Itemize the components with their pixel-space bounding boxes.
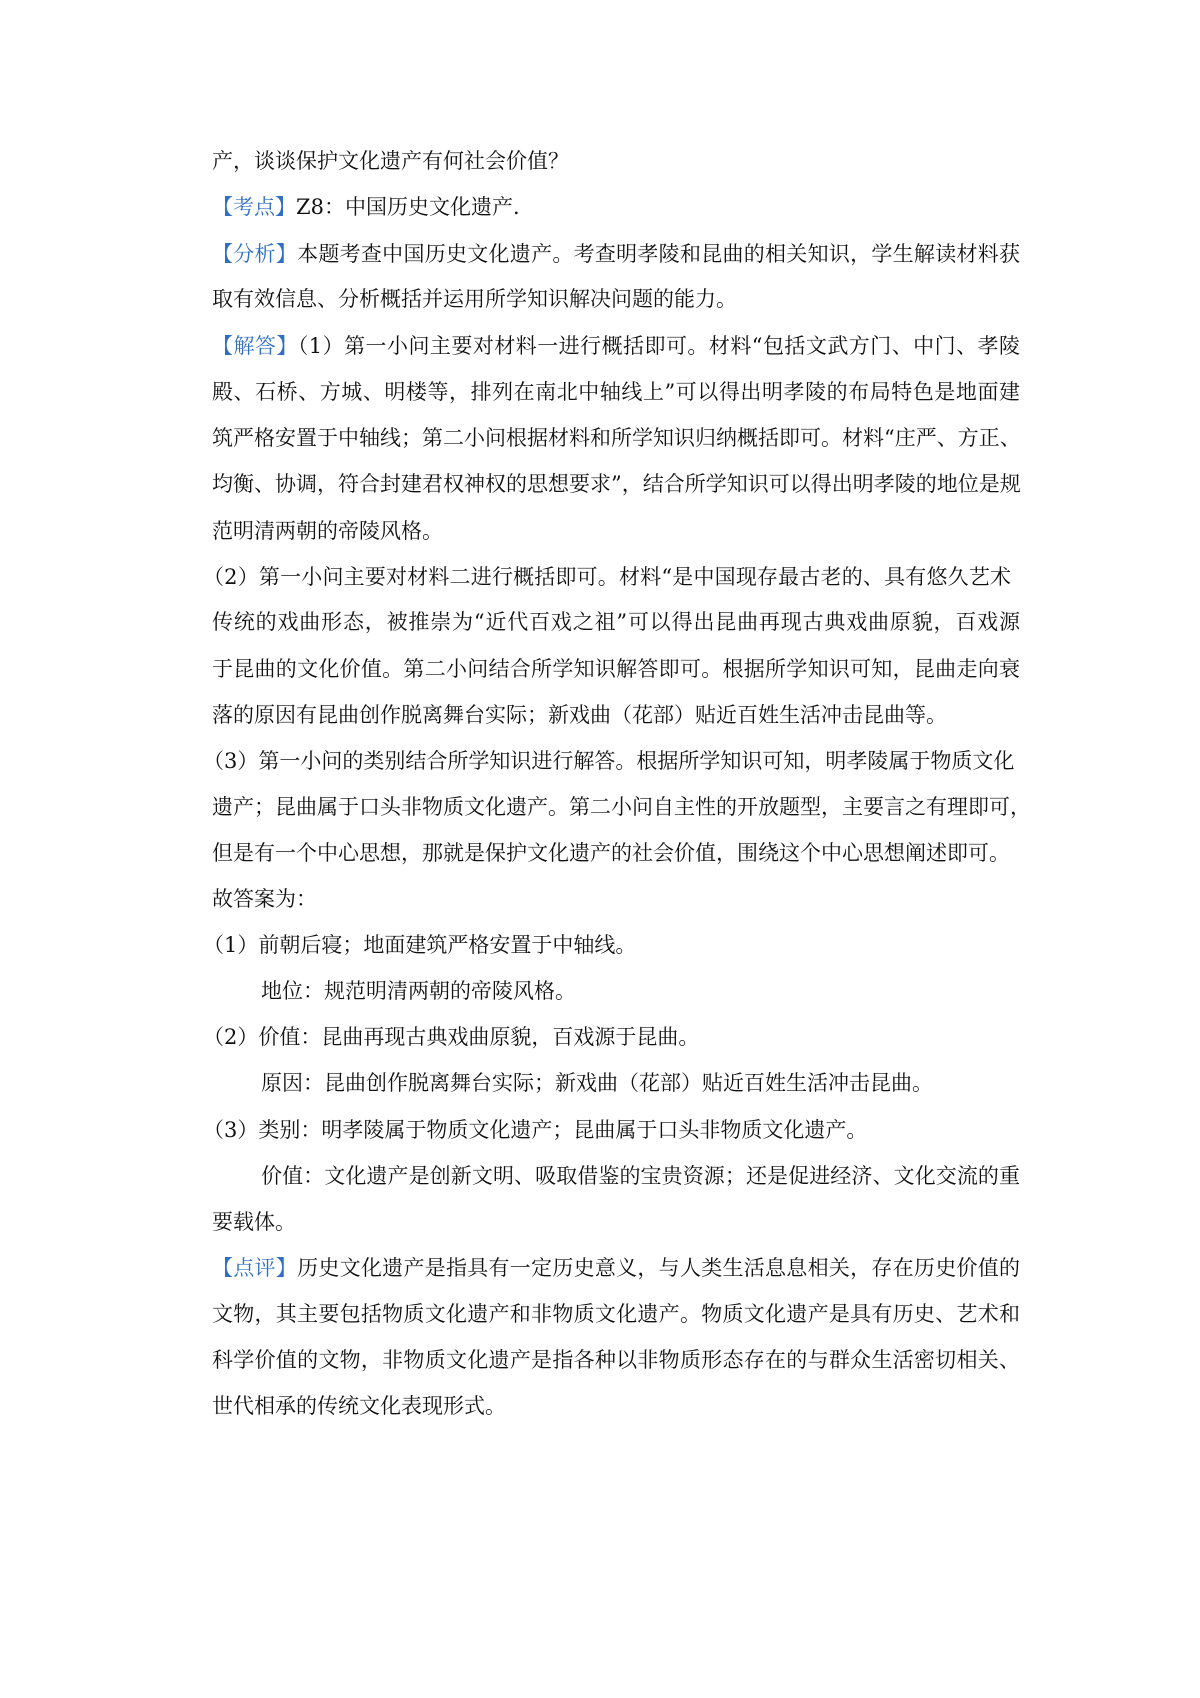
text-line: 传统的戏曲形态，被推崇为“近代百戏之祖”可以得出昆曲再现古典戏曲原貌，百戏源 — [212, 610, 1020, 634]
text-line: （2）第一小问主要对材料二进行概括即可。材料“是中国现存最古老的、具有悠久艺术 — [203, 565, 1011, 589]
answer-line: 原因：昆曲创作脱离舞台实际；新戏曲（花部）贴近百姓生活冲击昆曲。 — [261, 1071, 933, 1095]
text-line: 均衡、协调，符合封建君权神权的思想要求”，结合所学知识可以得出明孝陵的地位是规 — [212, 472, 1021, 496]
fenxi-line — [212, 239, 1020, 269]
text-line: 范明清两朝的帝陵风格。 — [212, 519, 443, 543]
text-line: 产，谈谈保护文化遗产有何社会价值？ — [212, 149, 569, 173]
jieda-tag: 【解答】 — [212, 334, 298, 358]
text-line: 世代相承的传统文化表现形式。 — [212, 1394, 506, 1418]
answer-line: 地位：规范明清两朝的帝陵风格。 — [261, 979, 576, 1003]
answer-line: 价值：文化遗产是创新文明、吸取借鉴的宝贵资源；还是促进经济、文化交流的重 — [261, 1164, 1020, 1188]
text-line: 科学价值的文物，非物质文化遗产是指各种以非物质形态存在的与群众生活密切相关、 — [212, 1348, 1020, 1372]
kaodian-tag: 【考点】 — [212, 195, 296, 219]
text-line: 故答案为： — [212, 887, 317, 911]
dianping-line — [212, 1253, 1020, 1283]
text-line: 筑严格安置于中轴线；第二小问根据材料和所学知识归纳概括即可。材料“庄严、方正、 — [212, 426, 1021, 450]
answer-line: （3）类别：明孝陵属于物质文化遗产；昆曲属于口头非物质文化遗产。 — [203, 1118, 868, 1142]
text-line: 但是有一个中心思想，那就是保护文化遗产的社会价值，围绕这个中心思想阐述即可。 — [212, 841, 1010, 865]
text-line: 遗产；昆曲属于口头非物质文化遗产。第二小问自主性的开放题型，主要言之有理即可， — [212, 795, 1031, 819]
kaodian-text: Z8：中国历史文化遗产. — [296, 195, 520, 219]
text-line: 取有效信息、分析概括并运用所学知识解决问题的能力。 — [212, 287, 737, 311]
fenxi-tag: 【分析】 — [212, 242, 298, 266]
text-line: 文物，其主要包括物质文化遗产和非物质文化遗产。物质文化遗产是具有历史、艺术和 — [212, 1302, 1020, 1326]
jieda-text: （1）第一小问主要对材料一进行概括即可。材料“包括文武方门、中门、孝陵 — [297, 334, 1021, 358]
answer-line: （2）价值：昆曲再现古典戏曲原貌，百戏源于昆曲。 — [203, 1025, 700, 1049]
answer-line: 要载体。 — [212, 1210, 296, 1234]
dianping-tag: 【点评】 — [212, 1256, 298, 1280]
jieda-line — [212, 331, 1020, 361]
fenxi-text: 本题考查中国历史文化遗产。考查明孝陵和昆曲的相关知识，学生解读材料获 — [297, 242, 1021, 266]
dianping-text: 历史文化遗产是指具有一定历史意义，与人类生活息息相关，存在历史价值的 — [297, 1256, 1021, 1280]
text-line: 殿、石桥、方城、明楼等，排列在南北中轴线上”可以得出明孝陵的布局特色是地面建 — [212, 380, 1020, 404]
kaodian-line — [212, 192, 520, 222]
answer-line: （1）前朝后寝；地面建筑严格安置于中轴线。 — [203, 933, 637, 957]
text-line: 落的原因有昆曲创作脱离舞台实际；新戏曲（花部）贴近百姓生活冲击昆曲等。 — [212, 703, 947, 727]
text-line: （3）第一小问的类别结合所学知识进行解答。根据所学知识可知，明孝陵属于物质文化 — [203, 749, 1015, 773]
text-line: 于昆曲的文化价值。第二小问结合所学知识解答即可。根据所学知识可知，昆曲走向衰 — [212, 657, 1020, 681]
